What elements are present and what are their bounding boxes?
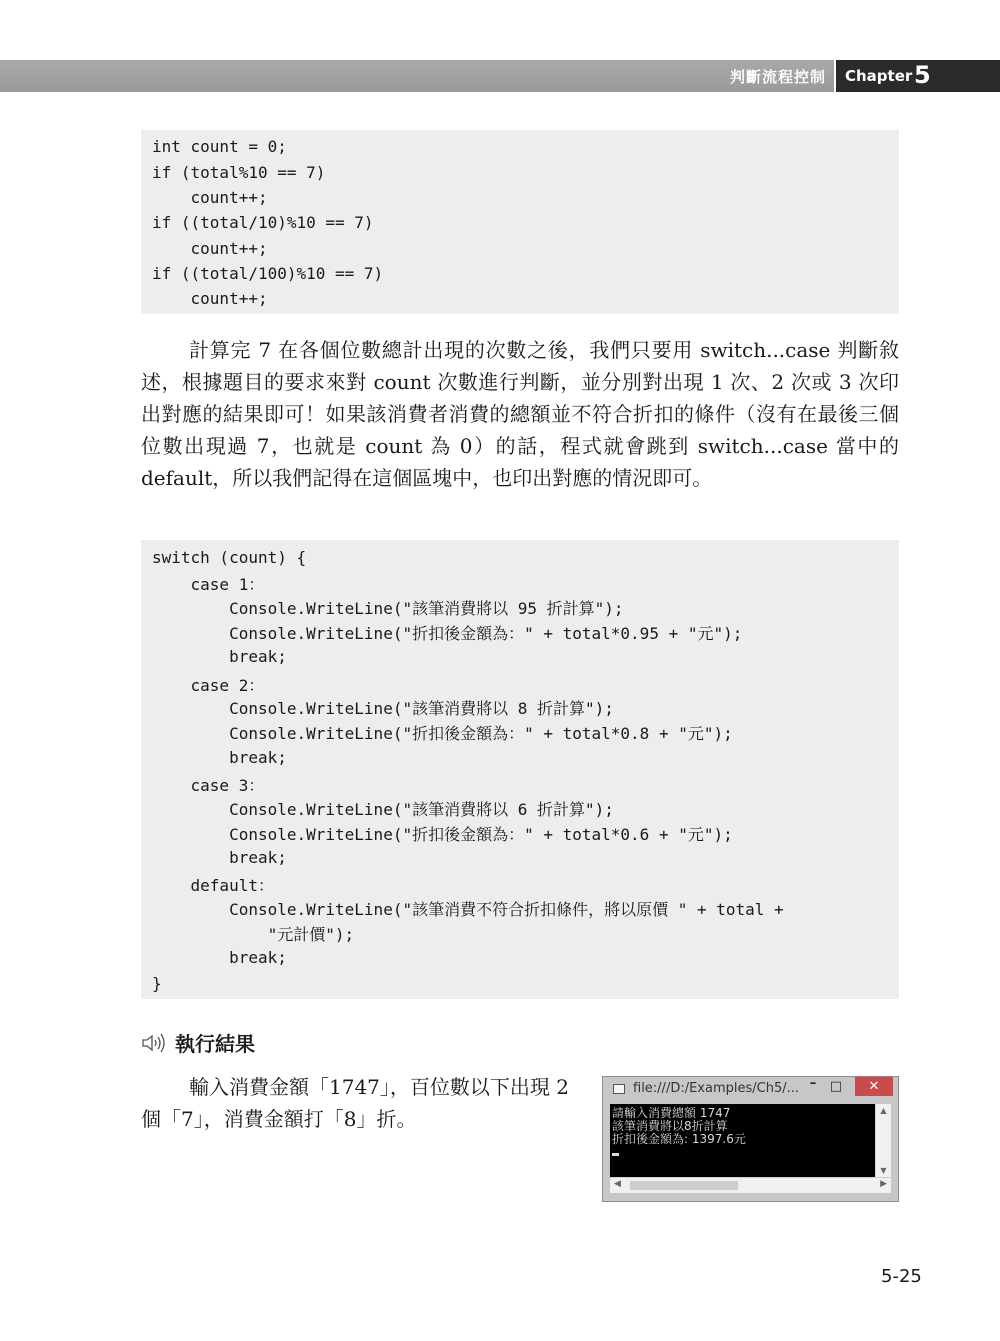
code-line: Console.WriteLine("該筆消費不符合折扣條件，將以原價 " + total + <box>152 900 784 919</box>
chapter-label: Chapter <box>845 67 913 85</box>
running-header <box>0 60 1000 92</box>
console-output-line: 請輸入消費總額 1747 <box>612 1106 731 1120</box>
console-output-line: 該筆消費將以8折計算 <box>612 1119 728 1133</box>
code-line: count++; <box>152 289 268 308</box>
console-app-icon <box>613 1084 625 1094</box>
code-line: break; <box>152 948 287 967</box>
code-line: break; <box>152 647 287 666</box>
code-line: if ((total/100)%10 == 7) <box>152 264 384 283</box>
result-heading-text: 執行結果 <box>175 1032 255 1056</box>
code-line: default： <box>152 876 274 895</box>
code-line: Console.WriteLine("折扣後金額為：" + total*0.95 + "元"); <box>152 624 743 643</box>
horizontal-scrollbar[interactable] <box>610 1177 891 1193</box>
code-block-switch <box>141 540 899 999</box>
code-line: Console.WriteLine("折扣後金額為：" + total*0.8 + "元"); <box>152 724 733 743</box>
section-title: 判斷流程控制 <box>729 68 826 86</box>
close-button[interactable]: ✕ <box>855 1077 893 1096</box>
scroll-thumb[interactable] <box>630 1181 738 1190</box>
code-line: if (total%10 == 7) <box>152 163 326 182</box>
console-output <box>610 1104 875 1177</box>
code-line: } <box>152 974 162 993</box>
code-line: switch (count) { <box>152 548 307 567</box>
body-paragraph: 計算完 7 在各個位數總計出現的次數之後，我們只要用 switch...case 判斷敘述，根據題目的要求來對 count 次數進行判斷，並分別對出現 1 次、2 次或 3 次印出對應的結果即可！如果該消費者消費的總額並不符合折扣的條件（沒有在最後三個位數出現過 7，也就是 count 為 0）的話，程式就會跳到 switch...case 當中的 default，所以我們記得在這個區塊中，也印出對應的情況即可。 <box>141 338 899 490</box>
code-line: break; <box>152 748 287 767</box>
code-line: Console.WriteLine("折扣後金額為：" + total*0.6 + "元"); <box>152 825 733 844</box>
speaker-icon <box>141 1032 171 1054</box>
maximize-button[interactable]: □ <box>829 1079 843 1094</box>
code-line: Console.WriteLine("該筆消費將以 95 折計算"); <box>152 599 624 618</box>
code-line: int count = 0; <box>152 137 287 156</box>
scroll-right-icon[interactable]: ▶ <box>880 1179 887 1189</box>
scroll-up-icon[interactable]: ▲ <box>880 1106 887 1115</box>
code-line: case 1： <box>152 575 265 594</box>
text-cursor <box>612 1153 619 1156</box>
console-window <box>602 1076 899 1202</box>
vertical-scrollbar[interactable] <box>875 1104 891 1177</box>
result-heading <box>141 1028 255 1057</box>
code-line: case 3： <box>152 776 265 795</box>
scroll-down-icon[interactable]: ▼ <box>880 1166 887 1175</box>
code-line: "元計價"); <box>152 925 355 944</box>
code-block-count <box>141 130 899 314</box>
page-number: 5-25 <box>881 1266 922 1287</box>
code-line: Console.WriteLine("該筆消費將以 6 折計算"); <box>152 800 614 819</box>
console-titlebar[interactable] <box>603 1077 898 1104</box>
code-line: count++; <box>152 188 268 207</box>
code-line: if ((total/10)%10 == 7) <box>152 213 374 232</box>
code-line: case 2： <box>152 676 265 695</box>
code-line: count++; <box>152 239 268 258</box>
minimize-button[interactable]: – <box>809 1076 817 1091</box>
chapter-badge <box>836 60 1000 92</box>
code-line: break; <box>152 848 287 867</box>
console-title: file:///D:/Examples/Ch5/... <box>633 1081 800 1096</box>
chapter-number: 5 <box>914 61 931 89</box>
console-output-line: 折扣後金額為: 1397.6元 <box>612 1132 746 1146</box>
result-description: 輸入消費金額「1747」，百位數以下出現 2 個「7」，消費金額打「8」折。 <box>141 1075 569 1131</box>
scroll-left-icon[interactable]: ◀ <box>614 1179 621 1189</box>
code-line: Console.WriteLine("該筆消費將以 8 折計算"); <box>152 699 614 718</box>
